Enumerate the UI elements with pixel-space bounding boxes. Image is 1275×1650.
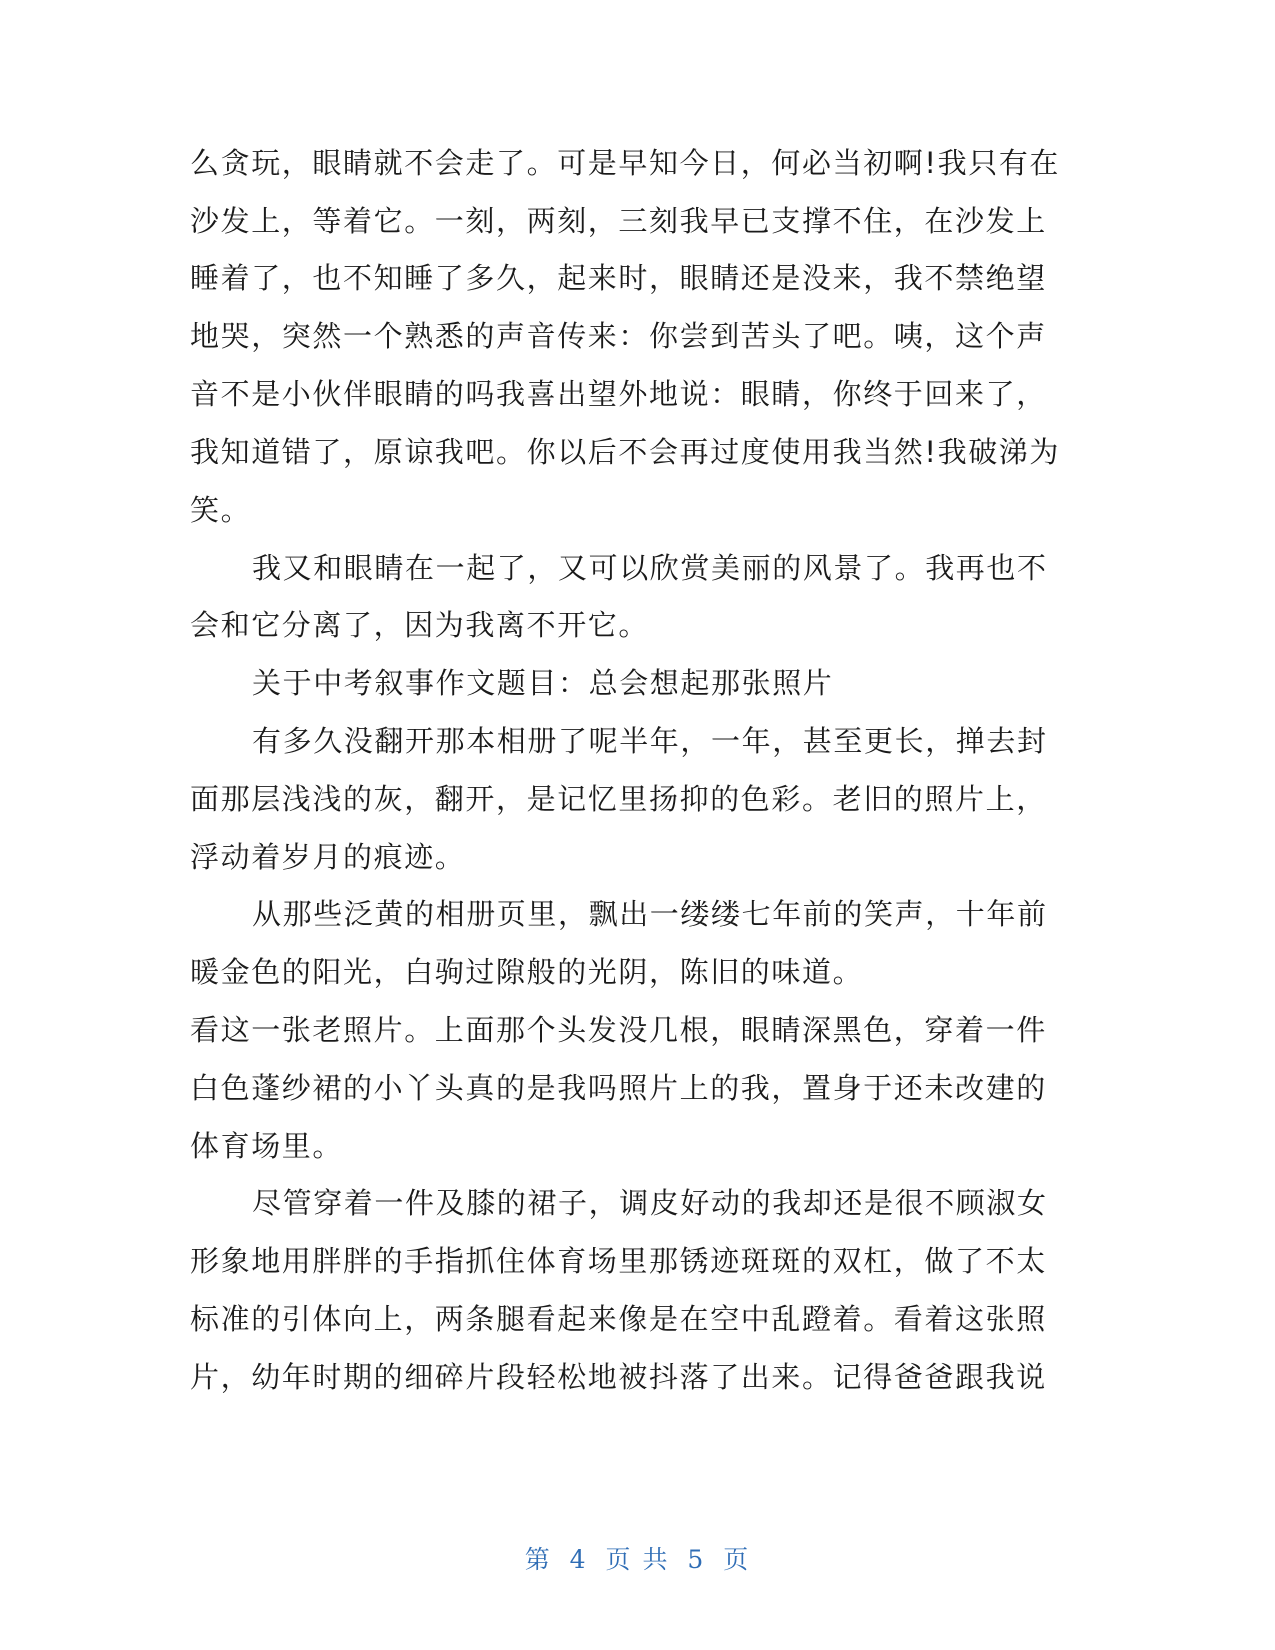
text-line: 地哭，突然一个熟悉的声音传来：你尝到苦头了吧。咦，这个声 [190, 319, 1047, 353]
text-line: 体育场里。 [190, 1129, 344, 1163]
text-line: 看这一张老照片。上面那个头发没几根，眼睛深黑色，穿着一件 [190, 1013, 1047, 1047]
section-heading: 关于中考叙事作文题目：总会想起那张照片 [252, 666, 834, 700]
text-line: 面那层浅浅的灰，翻开，是记忆里扬抑的色彩。老旧的照片上， [190, 782, 1047, 816]
page-footer [0, 1540, 1275, 1576]
text-line: 暖金色的阳光，白驹过隙般的光阴，陈旧的味道。 [190, 955, 864, 989]
text-line: 沙发上，等着它。一刻，两刻，三刻我早已支撑不住，在沙发上 [190, 204, 1047, 238]
text-line: 片，幼年时期的细碎片段轻松地被抖落了出来。记得爸爸跟我说 [190, 1360, 1047, 1394]
text-line: 标准的引体向上，两条腿看起来像是在空中乱蹬着。看着这张照 [190, 1302, 1047, 1336]
text-line: 白色蓬纱裙的小丫头真的是我吗照片上的我，置身于还未改建的 [190, 1071, 1047, 1105]
footer-middle: 页 共 [605, 1545, 670, 1574]
text-line: 么贪玩，眼睛就不会走了。可是早知今日，何必当初啊!我只有在 [190, 146, 1061, 180]
paragraph-first-line: 尽管穿着一件及膝的裙子，调皮好动的我却还是很不顾淑女 [252, 1186, 1048, 1220]
paragraph-first-line: 有多久没翻开那本相册了呢半年，一年，甚至更长，掸去封 [252, 724, 1048, 758]
paragraph-first-line: 从那些泛黄的相册页里，飘出一缕缕七年前的笑声，十年前 [252, 897, 1048, 931]
text-line: 会和它分离了，因为我离不开它。 [190, 608, 650, 642]
text-line: 形象地用胖胖的手指抓住体育场里那锈迹斑斑的双杠，做了不太 [190, 1244, 1047, 1278]
footer-page-number: 4 [569, 1545, 588, 1574]
text-line: 音不是小伙伴眼睛的吗我喜出望外地说：眼睛，你终于回来了， [190, 377, 1047, 411]
text-line: 笑。 [190, 493, 252, 527]
text-line: 浮动着岁月的痕迹。 [190, 840, 466, 874]
text-line: 我知道错了，原谅我吧。你以后不会再过度使用我当然!我破涕为 [190, 435, 1061, 469]
footer-prefix: 第 [524, 1545, 552, 1574]
footer-total-pages: 5 [687, 1545, 706, 1574]
footer-suffix: 页 [723, 1545, 751, 1574]
paragraph-first-line: 我又和眼睛在一起了，又可以欣赏美丽的风景了。我再也不 [252, 551, 1048, 585]
text-line: 睡着了，也不知睡了多久，起来时，眼睛还是没来，我不禁绝望 [190, 261, 1047, 295]
